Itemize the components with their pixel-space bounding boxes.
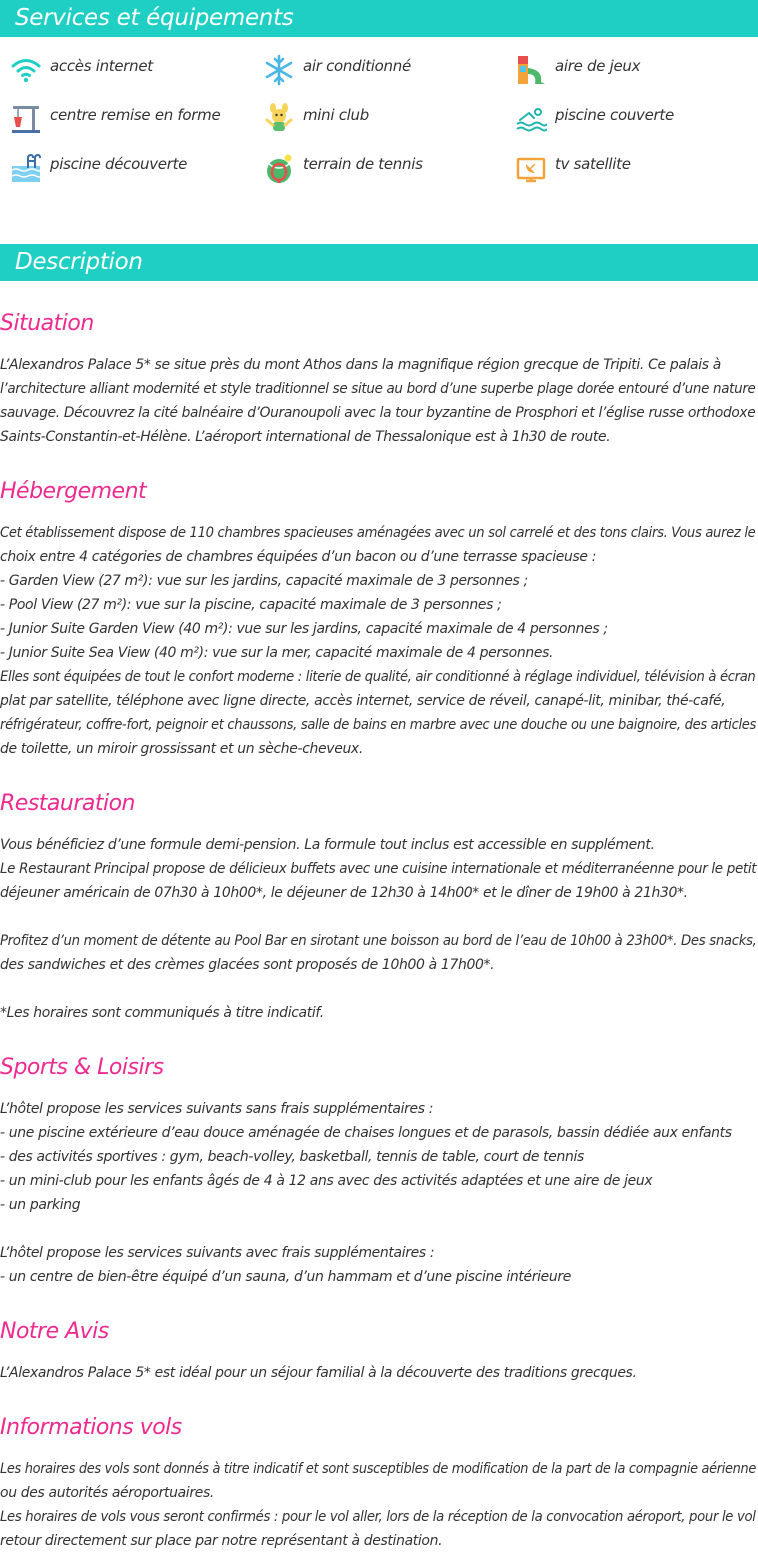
- section-title-avis: Notre Avis: [0, 1319, 109, 1344]
- description-heading: Description: [15, 249, 143, 275]
- wifi-icon: [10, 54, 42, 86]
- avis-text: L’Alexandros Palace 5* est idéal pour un séjour familial à la découverte des traditions grecques.: [0, 1365, 637, 1381]
- section-title-sports: Sports & Loisirs: [0, 1055, 164, 1080]
- service-item: [253, 99, 369, 148]
- service-label: mini club: [303, 105, 369, 124]
- hebergement-text: Cet établissement dispose de 110 chambres spacieuses aménagées avec un sol carrelé et des tons clairs. Vous aurez le choix entre 4 catégories de chambres équipées d’un bacon ou d’une terrasse spacieuse : - Garden View (27 m²): vue sur les jardins, capacité maximale de 3 personnes ; - Pool View (27 m²): vue sur la piscine, capacité maximale de 3 personnes ; - Junior Suite Garden View (40 m²): vue sur les jardins, capacité maximale de 4 personnes ; - Junior Suite Sea View (40 m²): vue sur la mer, capacité maximale de 4 personnes. Elles sont équipées de tout le confort moderne : literie de qualité, air conditionné à réglage individuel, télévision à écran plat par satellite, téléphone avec ligne directe, accès internet, service de réveil, canapé-lit, minibar, thé-café, réfrigérateur, coffre-fort, peignoir et chaussons, salle de bains en marbre avec une douche ou une baignoire, des articles de toilette, un miroir grossissant et un sèche-cheveux.: [0, 525, 757, 757]
- description-banner: [0, 244, 758, 281]
- service-item: [505, 99, 674, 148]
- tennis-icon: [263, 152, 295, 184]
- service-item: [505, 50, 640, 99]
- service-item: [0, 148, 187, 197]
- section-title-vols: Informations vols: [0, 1415, 182, 1440]
- section-title-situation: Situation: [0, 311, 94, 336]
- mini-club-icon: [263, 103, 295, 135]
- services-heading: Services et équipements: [15, 5, 294, 31]
- section-title-hebergement: Hébergement: [0, 479, 147, 504]
- service-item: [253, 148, 423, 197]
- service-label: piscine découverte: [50, 154, 188, 173]
- service-label: air conditionné: [303, 56, 411, 75]
- snowflake-icon: [263, 54, 295, 86]
- restauration-text: Vous bénéficiez d’une formule demi-pension. La formule tout inclus est accessible en supplément. Le Restaurant Principal propose de délicieux buffets avec une cuisine internationale et méditerranéenne pour le petit déjeuner américain de 07h30 à 10h00*, le déjeuner de 12h30 à 14h00* et le dîner de 19h00 à 21h30*. Profitez d’un moment de détente au Pool Bar en sirotant une boisson au bord de l’eau de 10h00 à 23h00*. Des snacks, des sandwiches et des crèmes glacées sont proposés de 10h00 à 17h00*. *Les horaires sont communiqués à titre indicatif.: [0, 837, 757, 1021]
- sports-text: L’hôtel propose les services suivants sans frais supplémentaires : - une piscine extérieure d’eau douce aménagée de chaises longues et de parasols, bassin dédiée aux enfants - des activités sportives : gym, beach-volley, basketball, tennis de table, court de tennis - un mini-club pour les enfants âgés de 4 à 12 ans avec des activités adaptées et une aire de jeux - un parking L’hôtel propose les services suivants avec frais supplémentaires : - un centre de bien-être équipé d’un sauna, d’un hammam et d’une piscine intérieure: [0, 1101, 732, 1285]
- service-label: terrain de tennis: [303, 154, 423, 173]
- fitness-icon: [10, 103, 42, 135]
- service-item: [505, 148, 631, 197]
- swimmer-icon: [515, 103, 547, 135]
- service-label: tv satellite: [555, 154, 631, 173]
- service-item: [0, 50, 153, 99]
- service-label: accès internet: [50, 56, 153, 75]
- pool-ladder-icon: [10, 152, 42, 184]
- satellite-tv-icon: [515, 152, 547, 184]
- section-title-restauration: Restauration: [0, 791, 136, 816]
- playground-icon: [515, 54, 547, 86]
- service-label: centre remise en forme: [50, 105, 221, 124]
- vols-text: Les horaires des vols sont donnés à titre indicatif et sont susceptibles de modification de la part de la compagnie aérienne ou des autorités aéroportuaires. Les horaires de vols vous seront confirmés : pour le vol aller, lors de la réception de la convocation aéroport, pour le vol retour directement sur place par notre représentant à destination.: [0, 1461, 757, 1549]
- service-item: [0, 99, 220, 148]
- situation-text: L’Alexandros Palace 5* se situe près du mont Athos dans la magnifique région grecque de Tripiti. Ce palais à l’architecture alliant modernité et style traditionnel se situe au bord d’une superbe plage dorée entouré d’une nature sauvage. Découvrez la cité balnéaire d’Ouranoupoli avec la tour byzantine de Prosphori et l’église russe orthodoxe Saints-Constantin-et-Hélène. L’aéroport international de Thessalonique est à 1h30 de route.: [0, 357, 756, 445]
- services-banner: [0, 0, 758, 37]
- service-item: [253, 50, 411, 99]
- service-label: piscine couverte: [555, 105, 674, 124]
- service-label: aire de jeux: [555, 56, 641, 75]
